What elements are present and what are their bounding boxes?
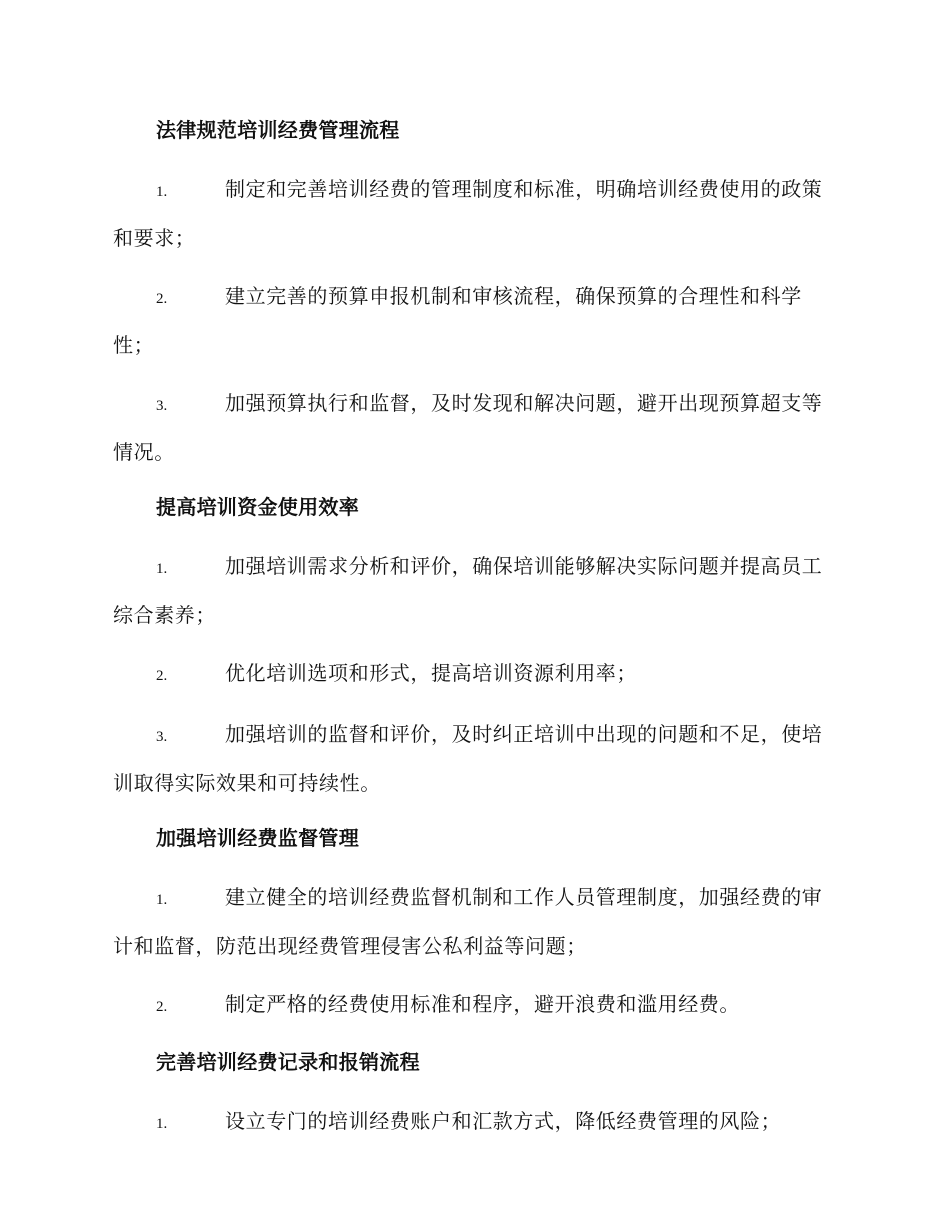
list-item-text: 加强培训的监督和评价，及时纠正培训中出现的问题和不足，使培训取得实际效果和可持续性。 [113,722,823,795]
list-item [113,380,835,475]
list-item-number: 2. [156,291,168,307]
section-heading: 法律规范培训经费管理流程 [156,118,400,142]
list-item [113,981,835,1030]
section-heading: 加强培训经费监督管理 [156,826,359,850]
list-item-number: 1. [156,892,168,908]
list-item [113,874,835,969]
list-item-text: 加强预算执行和监督，及时发现和解决问题，避开出现预算超支等情况。 [113,391,823,464]
list-item-text: 建立健全的培训经费监督机制和工作人员管理制度，加强经费的审计和监督，防范出现经费管理侵害公私利益等问题； [113,885,823,958]
list-item-text: 优化培训选项和形式，提高培训资源利用率； [225,661,637,685]
list-item [113,1098,835,1147]
list-item-text: 制定和完善培训经费的管理制度和标准，明确培训经费使用的政策和要求； [113,177,823,250]
list-item-text: 建立完善的预算申报机制和审核流程，确保预算的合理性和科学性； [113,284,802,357]
list-item [113,711,835,806]
list-item [113,273,835,368]
list-item-text: 加强培训需求分析和评价，确保培训能够解决实际问题并提高员工综合素养； [113,554,823,627]
list-item [113,166,835,261]
list-item-number: 1. [156,184,168,200]
list-item-number: 1. [156,1116,168,1132]
list-item-text: 制定严格的经费使用标准和程序，避开浪费和滥用经费。 [225,992,740,1016]
list-item [113,543,835,638]
list-item-number: 3. [156,729,168,745]
list-item [113,650,835,699]
list-item-text: 设立专门的培训经费账户和汇款方式，降低经费管理的风险； [225,1109,782,1133]
list-item-number: 1. [156,561,168,577]
list-item-number: 3. [156,398,168,414]
section-heading: 完善培训经费记录和报销流程 [156,1050,420,1074]
section-heading: 提高培训资金使用效率 [156,495,359,519]
document-body [113,110,835,1159]
list-item-number: 2. [156,999,168,1015]
list-item-number: 2. [156,668,168,684]
